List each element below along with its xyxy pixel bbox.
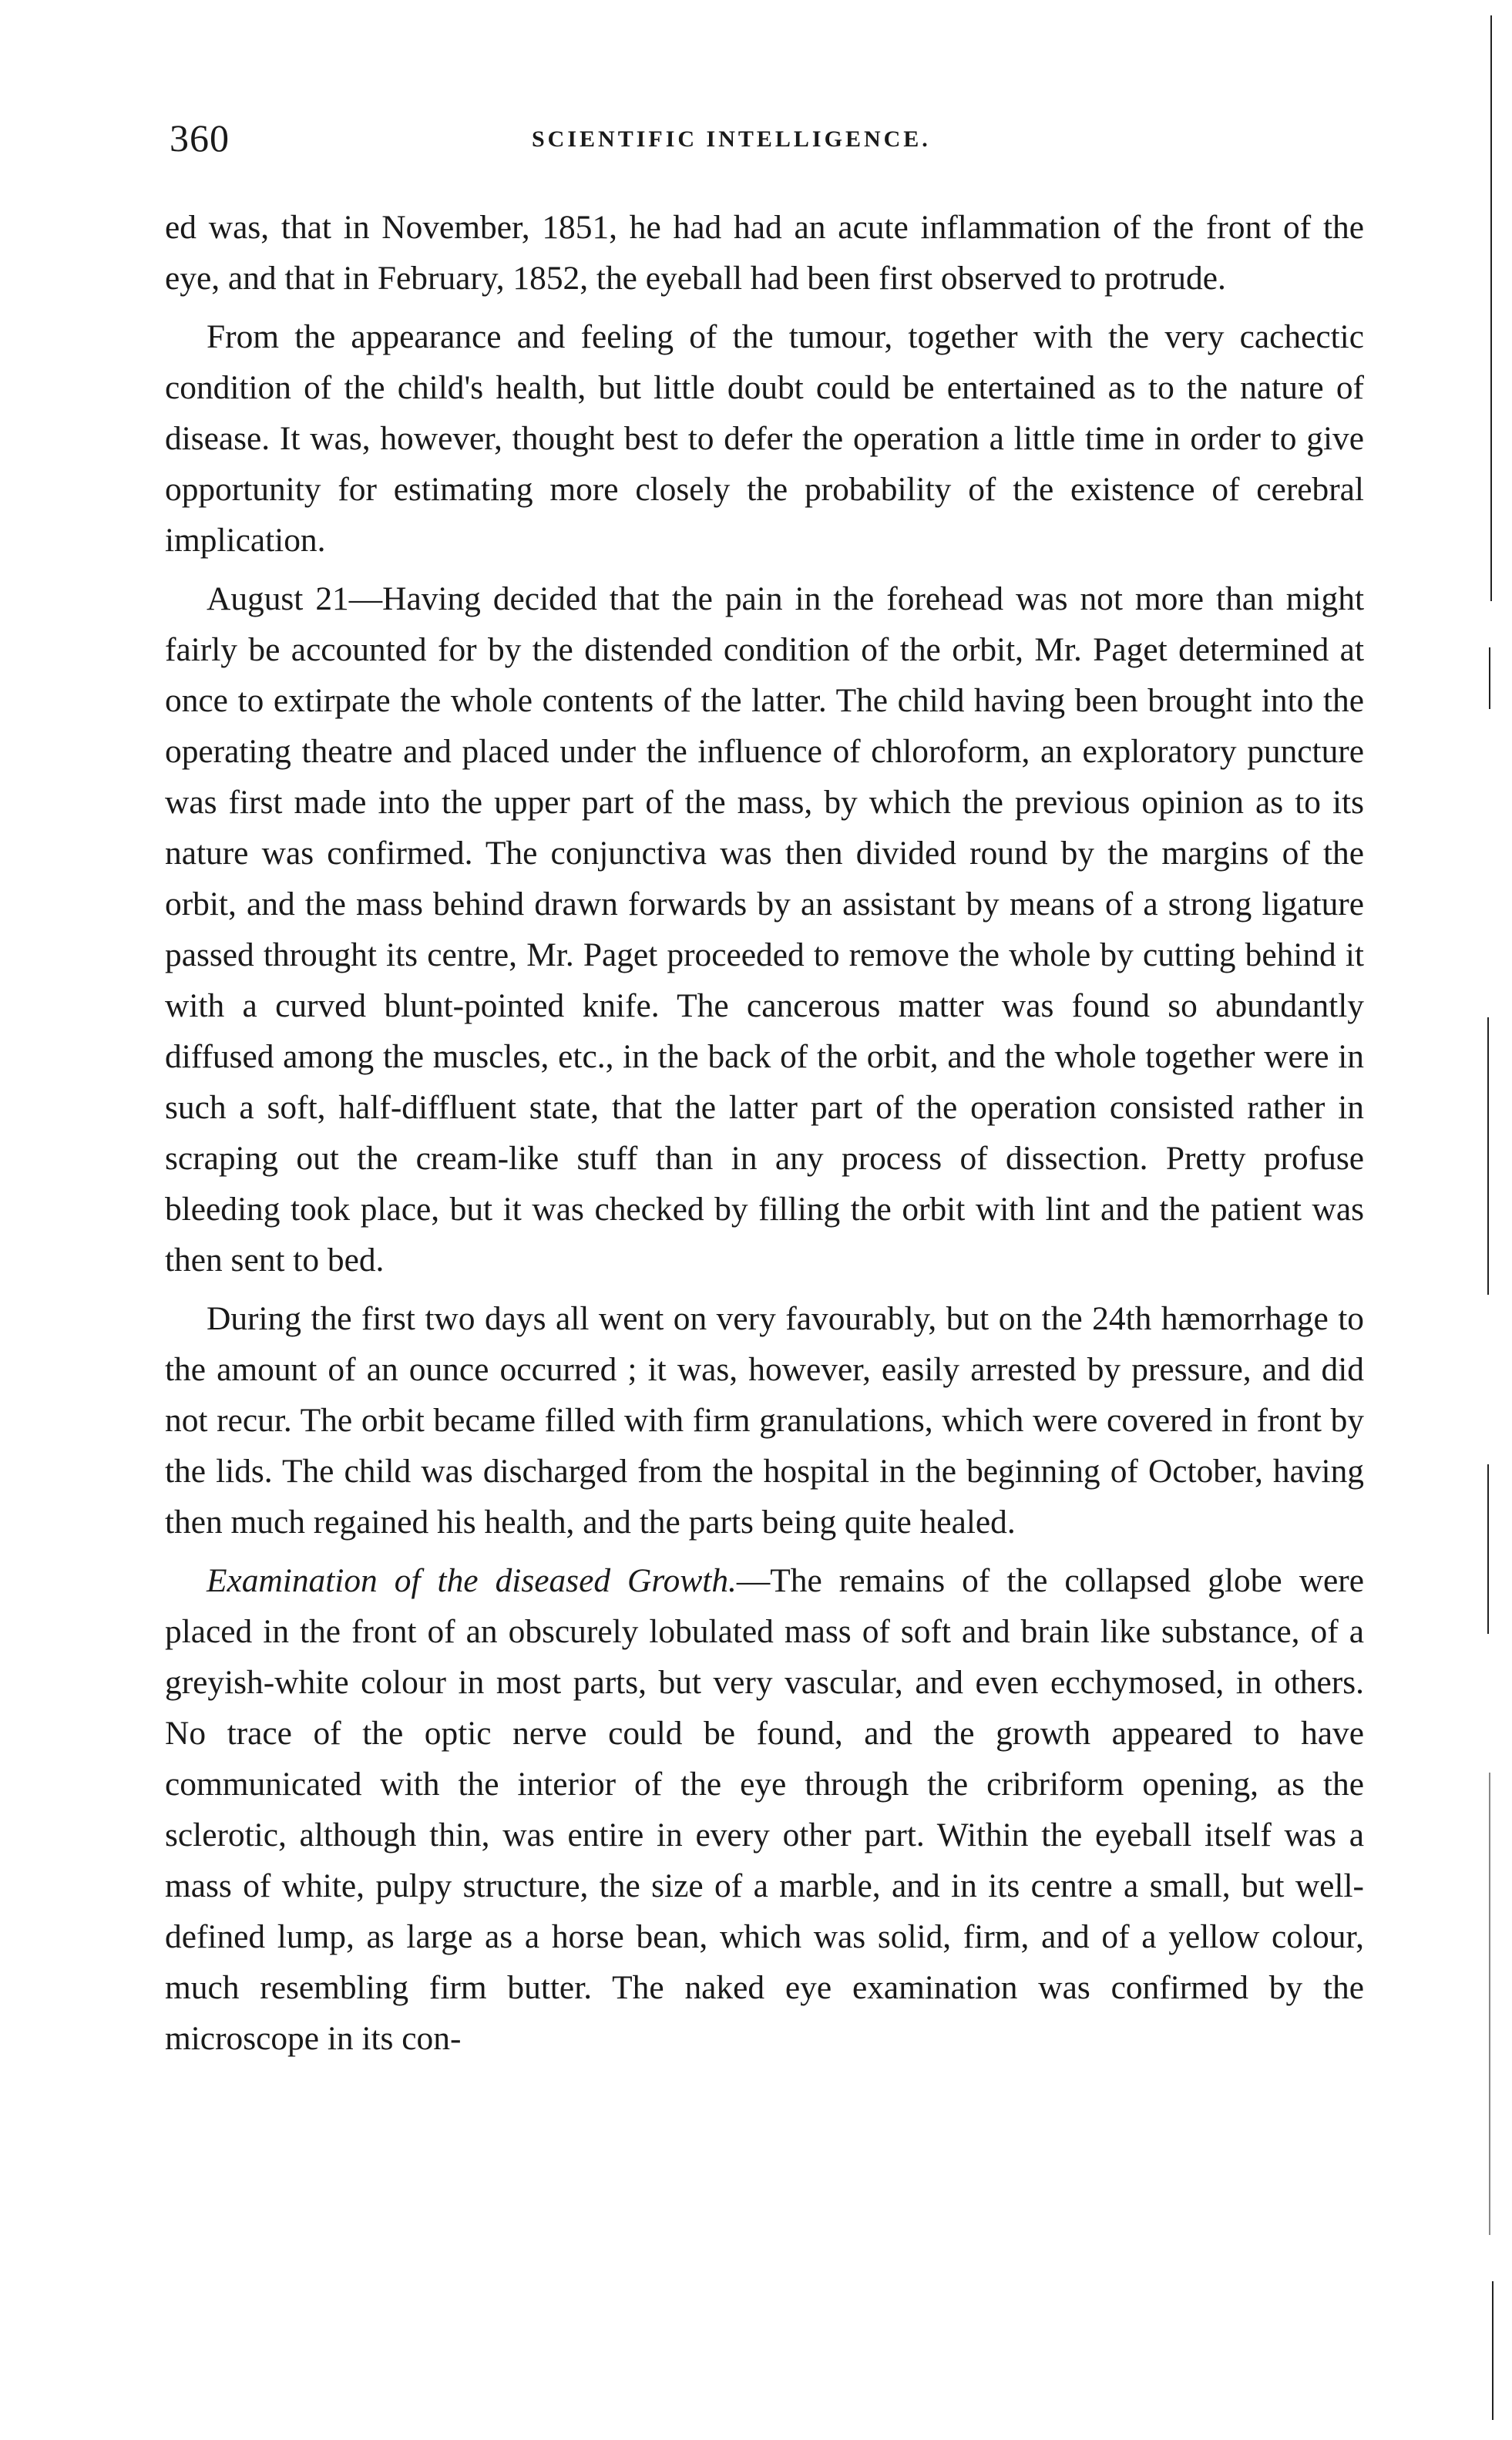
scan-edge-line xyxy=(1487,1017,1489,1295)
running-head: SCIENTIFIC INTELLIGENCE. xyxy=(532,126,931,152)
scan-edge-line xyxy=(1487,1464,1489,1634)
body-text xyxy=(165,202,1364,2072)
examination-text: —The remains of the collapsed globe were placed in the front of an obscurely lobulated mass of soft and brain like substance, of a greyish-white colour in most parts, but very vascular, and even ecchymosed, in others. No trace of the optic nerve could be found, and the growth appeared to have communicated with the interior of the eye through the cribriform opening, as the sclerotic, although thin, was entire in every other part. Within the eyeball itself was a mass of white, pulpy structure, the size of a marble, and in its centre a small, but well-defined lump, as large as a horse bean, which was solid, firm, and of a yellow colour, much resembling firm butter. The naked eye examination was confirmed by the microscope in its con- xyxy=(165,1562,1364,2057)
scan-edge-line xyxy=(1489,647,1490,709)
scan-edge-line xyxy=(1490,15,1492,601)
page-number: 360 xyxy=(170,116,230,160)
examination-heading: Examination of the diseased Growth. xyxy=(207,1562,737,1599)
page-header xyxy=(170,116,1356,170)
paragraph-examination xyxy=(165,1555,1364,2064)
paragraph-recovery: During the first two days all went on very favourably, but on the 24th hæmorrhage to the amount of an ounce occurred ; it was, however, easily arrested by pressure, and did not recur. The orbit became filled with firm granulations, which were covered in front by the lids. The child was discharged from the hospital in the beginning of October, having then much regained his health, and the parts being quite healed. xyxy=(165,1300,1364,1541)
scan-edge-line xyxy=(1492,2281,1494,2420)
paragraph-operation: August 21—Having decided that the pain in the forehead was not more than might fairly be accounted for by the distended condition of the orbit, Mr. Paget determined at once to extirpate the whole contents of the latter. The child having been brought into the operating theatre and placed under the influence of chloroform, an exploratory puncture was first made into the upper part of the mass, by which the previous opinion as to its nature was confirmed. The conjunctiva was then divided round by the margins of the orbit, and the mass behind drawn forwards by an assistant by means of a strong ligature passed throught its centre, Mr. Paget proceeded to remove the whole by cutting behind it with a curved blunt-pointed knife. The cancerous matter was found so abundantly diffused among the muscles, etc., in the back of the orbit, and the whole together were in such a soft, half-diffluent state, that the latter part of the operation consisted rather in scraping out the cream-like stuff than in any process of dissection. Pretty profuse bleeding took place, but it was checked by filling the orbit with lint and the patient was then sent to bed. xyxy=(165,580,1364,1279)
scan-edge-line xyxy=(1489,1773,1490,2235)
paragraph-continued: ed was, that in November, 1851, he had had an acute inflammation of the front of the eye, and that in February, 1852, the eyeball had been first observed to protrude. xyxy=(165,209,1364,297)
paragraph-tumour-appearance: From the appearance and feeling of the tumour, together with the very cachectic condition of the child's health, but little doubt could be entertained as to the nature of disease. It was, however, thought best to defer the operation a little time in order to give opportunity for estimating more closely the probability of the existence of cerebral implication. xyxy=(165,318,1364,559)
